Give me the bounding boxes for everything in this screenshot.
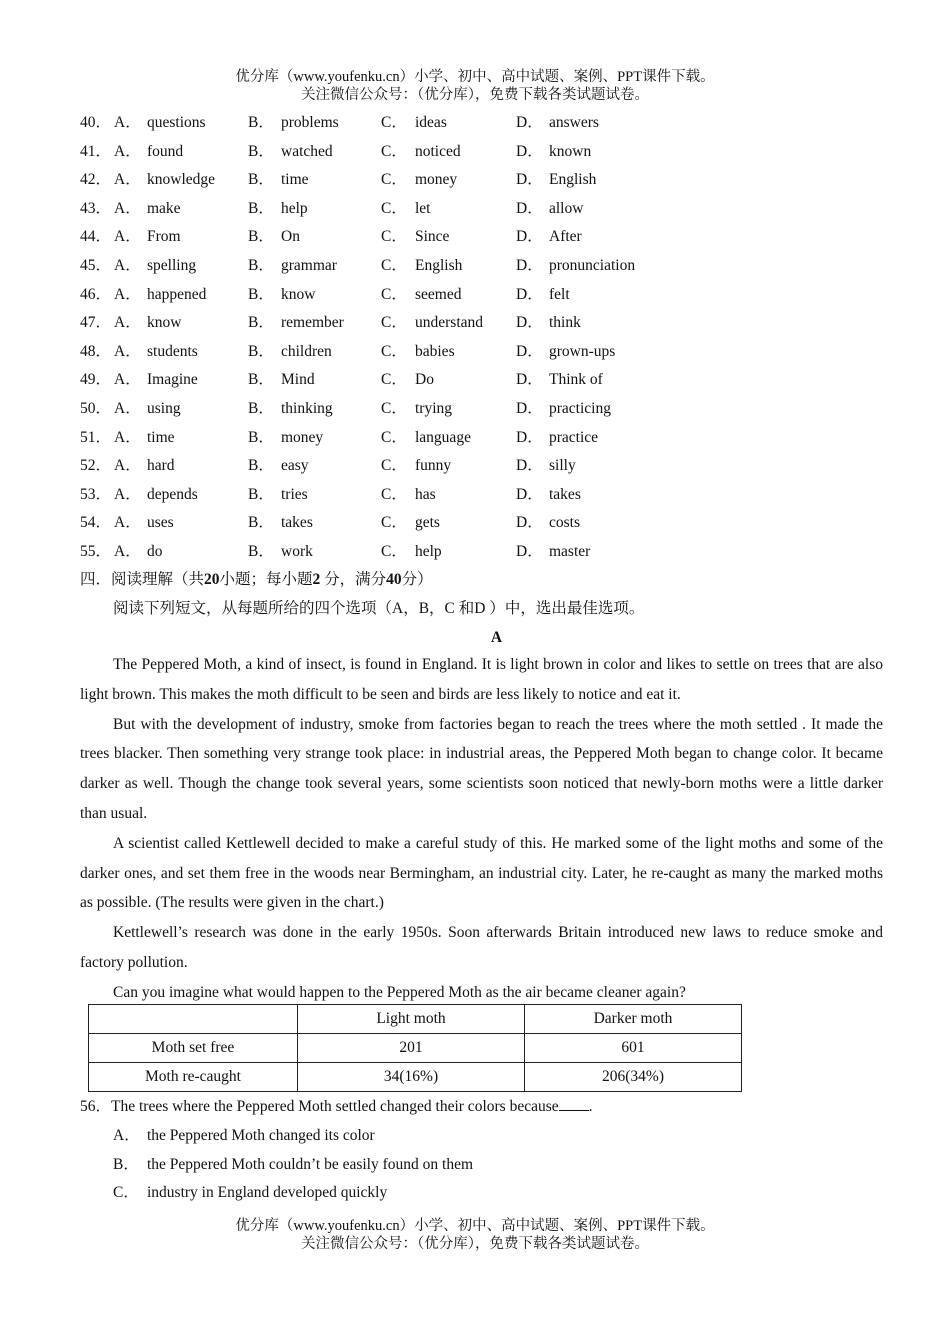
table-cell: Moth set free: [89, 1034, 298, 1063]
question-number: 46．: [80, 285, 112, 303]
option-text-d: practicing: [549, 399, 611, 417]
option-text-a: time: [147, 428, 175, 446]
option-letter-a: A．: [114, 171, 141, 189]
option-letter-a: A．: [114, 542, 141, 560]
option-text-d: English: [549, 171, 597, 189]
footer-line-1: 优分库（www.youfenku.cn）小学、初中、高中试题、案例、PPT课件下载。: [235, 1218, 715, 1234]
option-row: [80, 509, 900, 538]
section-question-count: 20: [204, 571, 220, 588]
option-letter-d: D．: [516, 514, 543, 532]
results-table: [88, 1004, 742, 1092]
option-text-b: work: [281, 542, 313, 560]
option-letter-a: A．: [114, 457, 141, 475]
option-letter-d: D．: [516, 199, 543, 217]
question-number: 49．: [80, 371, 112, 389]
option-text-c: trying: [415, 399, 453, 417]
option-text-b: remember: [281, 314, 344, 332]
passage-paragraph: But with the development of industry, smoke from factories began to reach the trees where the moth settled . It made the trees blacker. Then something very strange took place: in industrial areas, the Peppered Moth began to change color. It became darker as well. Though the change took several years, some scientists soon noticed that newly-born moths were a little darker than usual.: [80, 715, 883, 822]
option-letter-d: D．: [516, 428, 543, 446]
option-text-c: funny: [415, 457, 452, 475]
question-number: 41．: [80, 142, 112, 160]
option-text: industry in England developed quickly: [147, 1184, 388, 1201]
question-number: 52．: [80, 457, 112, 475]
option-text-c: money: [415, 171, 458, 189]
option-row: [80, 366, 900, 395]
option-text-a: knowledge: [147, 171, 216, 189]
section-instruction: 阅读下列短文，从每题所给的四个选项（A，B，C 和D ）中，选出最佳选项。: [113, 600, 645, 617]
option-text-d: known: [549, 142, 592, 160]
option-letter-b: B．: [248, 457, 274, 475]
option-text-b: know: [281, 285, 316, 303]
option-letter-a: A．: [114, 199, 141, 217]
option-letter: B．: [113, 1156, 139, 1173]
section-points-each: 2: [312, 571, 321, 588]
option-letter: A．: [113, 1127, 140, 1144]
page-footer: [0, 1217, 950, 1253]
option-letter: C．: [113, 1184, 139, 1201]
option-letter-a: A．: [114, 342, 141, 360]
option-text-a: questions: [147, 114, 206, 131]
option-text-a: using: [147, 399, 181, 417]
option-row: [80, 223, 900, 252]
answer-option: [113, 1179, 387, 1208]
option-text-b: problems: [281, 114, 339, 131]
option-text-a: found: [147, 142, 184, 160]
option-letter-c: C．: [381, 171, 407, 189]
question-number: 50．: [80, 399, 112, 417]
option-text-c: ideas: [415, 114, 447, 131]
option-letter-b: B．: [248, 514, 274, 532]
option-text-a: depends: [147, 485, 198, 503]
option-letter-a: A．: [114, 285, 141, 303]
section-total-points: 40: [386, 571, 402, 588]
passage-body: [80, 650, 883, 1008]
option-text-d: pronunciation: [549, 256, 636, 274]
option-text-d: costs: [549, 514, 580, 532]
passage-paragraph: A scientist called Kettlewell decided to make a careful study of this. He marked some of the light moths and some of the darker ones, and set them free in the woods near Bermingham, an industrial city. Later, he re-caught as many the marked moths as possible. (The results were given in the chart.): [80, 834, 883, 912]
option-text-d: allow: [549, 199, 584, 217]
option-letter-d: D．: [516, 371, 543, 389]
option-text-c: language: [415, 428, 471, 446]
footer-line-2: 关注微信公众号：（优分库），免费下载各类试题试卷。: [301, 1236, 649, 1252]
option-letter-a: A．: [114, 399, 141, 417]
option-text-b: thinking: [281, 399, 333, 417]
question-text: The trees where the Peppered Moth settled changed their colors because: [111, 1098, 559, 1115]
option-text-d: felt: [549, 285, 570, 303]
option-letter-c: C．: [381, 399, 407, 417]
option-letter-d: D．: [516, 285, 543, 303]
option-text-a: Imagine: [147, 371, 198, 389]
option-text-c: understand: [415, 314, 484, 332]
option-text-a: make: [147, 199, 181, 217]
option-letter-d: D．: [516, 314, 543, 332]
option-letter-c: C．: [381, 485, 407, 503]
option-letter-b: B．: [248, 399, 274, 417]
option-row: [80, 481, 900, 510]
option-text-a: do: [147, 542, 163, 560]
table-header-cell: [89, 1005, 298, 1034]
option-text: the Peppered Moth changed its color: [147, 1127, 375, 1144]
table-cell: Moth re-caught: [89, 1063, 298, 1092]
table-cell: 201: [298, 1034, 525, 1063]
option-row: [80, 538, 900, 567]
option-text-d: silly: [549, 457, 576, 475]
option-letter-a: A．: [114, 428, 141, 446]
option-letter-b: B．: [248, 171, 274, 189]
option-text-d: practice: [549, 428, 599, 446]
cloze-options-list: [80, 109, 900, 567]
question-number: 54．: [80, 514, 112, 532]
option-text-d: Think of: [549, 371, 603, 389]
option-text-b: watched: [281, 142, 333, 160]
option-text-c: let: [415, 199, 431, 217]
section-heading: [80, 566, 433, 594]
option-letter-d: D．: [516, 171, 543, 189]
option-letter-c: C．: [381, 428, 407, 446]
question-number: 43．: [80, 199, 112, 217]
option-letter-b: B．: [248, 256, 274, 274]
option-letter-c: C．: [381, 342, 407, 360]
option-letter-b: B．: [248, 542, 274, 560]
option-letter-b: B．: [248, 285, 274, 303]
question-number: 53．: [80, 485, 112, 503]
option-letter-c: C．: [381, 542, 407, 560]
option-row: [80, 195, 900, 224]
option-text-c: seemed: [415, 285, 462, 303]
option-letter-d: D．: [516, 457, 543, 475]
option-row: [80, 424, 900, 453]
option-row: [80, 166, 900, 195]
option-text-c: Do: [415, 371, 434, 389]
option-text-c: has: [415, 485, 436, 503]
option-text-a: hard: [147, 457, 175, 475]
option-text-a: students: [147, 342, 198, 360]
option-text-b: help: [281, 199, 308, 217]
option-text-d: takes: [549, 485, 581, 503]
option-letter-a: A．: [114, 314, 141, 332]
table-cell: 34(16%): [298, 1063, 525, 1092]
question-number: 56．: [80, 1098, 112, 1115]
option-text-c: gets: [415, 514, 440, 532]
question-56: [80, 1093, 593, 1122]
option-row: [80, 109, 900, 138]
table-header-row: [89, 1005, 742, 1034]
option-letter-d: D．: [516, 142, 543, 160]
option-letter-c: C．: [381, 142, 407, 160]
answer-blank: [559, 1096, 589, 1111]
option-letter-d: D．: [516, 542, 543, 560]
option-text-a: From: [147, 228, 181, 246]
page-header: [0, 68, 950, 104]
option-row: [80, 252, 900, 281]
section-prefix: 四．阅读理解（共: [80, 571, 205, 588]
option-letter-b: B．: [248, 114, 274, 131]
option-letter-a: A．: [114, 114, 141, 131]
option-letter-d: D．: [516, 114, 543, 131]
option-letter-a: A．: [114, 371, 141, 389]
option-letter-d: D．: [516, 399, 543, 417]
option-text-b: easy: [281, 457, 309, 475]
option-letter-c: C．: [381, 285, 407, 303]
option-text-c: help: [415, 542, 442, 560]
option-text-d: answers: [549, 114, 599, 131]
option-letter-b: B．: [248, 342, 274, 360]
option-row: [80, 138, 900, 167]
option-letter-a: A．: [114, 485, 141, 503]
option-text-b: takes: [281, 514, 313, 532]
question-number: 48．: [80, 342, 112, 360]
option-text-a: uses: [147, 514, 174, 532]
option-letter-c: C．: [381, 371, 407, 389]
option-letter-d: D．: [516, 228, 543, 246]
option-letter-b: B．: [248, 199, 274, 217]
option-letter-c: C．: [381, 514, 407, 532]
option-text-a: know: [147, 314, 182, 332]
question-number: 45．: [80, 256, 112, 274]
answer-option: [113, 1122, 375, 1151]
answer-option: [113, 1151, 473, 1180]
question-end: .: [588, 1098, 593, 1115]
option-text-b: children: [281, 342, 332, 360]
option-text-b: Mind: [281, 371, 315, 389]
header-line-2: 关注微信公众号：（优分库），免费下载各类试题试卷。: [301, 87, 649, 103]
option-text-b: On: [281, 228, 300, 246]
option-text-c: English: [415, 256, 463, 274]
option-row: [80, 452, 900, 481]
question-number: 55．: [80, 542, 112, 560]
table-cell: 206(34%): [525, 1063, 742, 1092]
question-number: 40．: [80, 114, 112, 131]
option-letter-c: C．: [381, 457, 407, 475]
table-row: [89, 1063, 742, 1092]
option-letter-c: C．: [381, 314, 407, 332]
option-letter-a: A．: [114, 514, 141, 532]
option-text: the Peppered Moth couldn’t be easily found on them: [147, 1156, 474, 1173]
option-letter-b: B．: [248, 314, 274, 332]
question-number: 42．: [80, 171, 112, 189]
option-letter-c: C．: [381, 256, 407, 274]
option-text-b: time: [281, 171, 309, 189]
table-row: [89, 1034, 742, 1063]
question-number: 51．: [80, 428, 112, 446]
option-letter-c: C．: [381, 228, 407, 246]
passage-paragraph: Can you imagine what would happen to the Peppered Moth as the air became cleaner again?: [113, 983, 686, 1001]
option-text-c: babies: [415, 342, 455, 360]
option-letter-b: B．: [248, 428, 274, 446]
option-text-b: tries: [281, 485, 308, 503]
option-letter-a: A．: [114, 142, 141, 160]
option-row: [80, 338, 900, 367]
table-header-cell: Light moth: [298, 1005, 525, 1034]
option-text-d: think: [549, 314, 581, 332]
option-text-a: spelling: [147, 256, 197, 274]
option-text-c: Since: [415, 228, 450, 246]
question-number: 47．: [80, 314, 112, 332]
passage-paragraph: Kettlewell’s research was done in the early 1950s. Soon afterwards Britain introduced new laws to reduce smoke and factory pollution.: [80, 924, 883, 971]
option-text-b: money: [281, 428, 324, 446]
option-letter-d: D．: [516, 342, 543, 360]
option-row: [80, 281, 900, 310]
option-row: [80, 309, 900, 338]
option-text-a: happened: [147, 285, 207, 303]
option-letter-c: C．: [381, 114, 407, 131]
option-text-b: grammar: [281, 256, 337, 274]
option-letter-b: B．: [248, 228, 274, 246]
header-line-1: 优分库（www.youfenku.cn）小学、初中、高中试题、案例、PPT课件下载。: [235, 69, 715, 85]
option-letter-a: A．: [114, 256, 141, 274]
question-number: 44．: [80, 228, 112, 246]
option-letter-c: C．: [381, 199, 407, 217]
option-row: [80, 395, 900, 424]
option-letter-b: B．: [248, 142, 274, 160]
option-text-d: After: [549, 228, 582, 246]
option-text-c: noticed: [415, 142, 461, 160]
table-cell: 601: [525, 1034, 742, 1063]
section-suffix: 分）: [401, 571, 433, 588]
option-letter-d: D．: [516, 485, 543, 503]
passage-paragraph: The Peppered Moth, a kind of insect, is found in England. It is light brown in color and likes to settle on trees that are also light brown. This makes the moth difficult to be seen and birds are less likely to notice and eat it.: [80, 656, 883, 703]
option-letter-d: D．: [516, 256, 543, 274]
passage-title: A: [490, 629, 503, 646]
option-letter-a: A．: [114, 228, 141, 246]
option-letter-b: B．: [248, 371, 274, 389]
section-mid-2: 分，满分: [320, 571, 387, 588]
option-text-d: grown-ups: [549, 342, 616, 360]
option-text-d: master: [549, 542, 591, 560]
section-mid-1: 小题；每小题: [219, 571, 313, 588]
option-letter-b: B．: [248, 485, 274, 503]
table-header-cell: Darker moth: [525, 1005, 742, 1034]
